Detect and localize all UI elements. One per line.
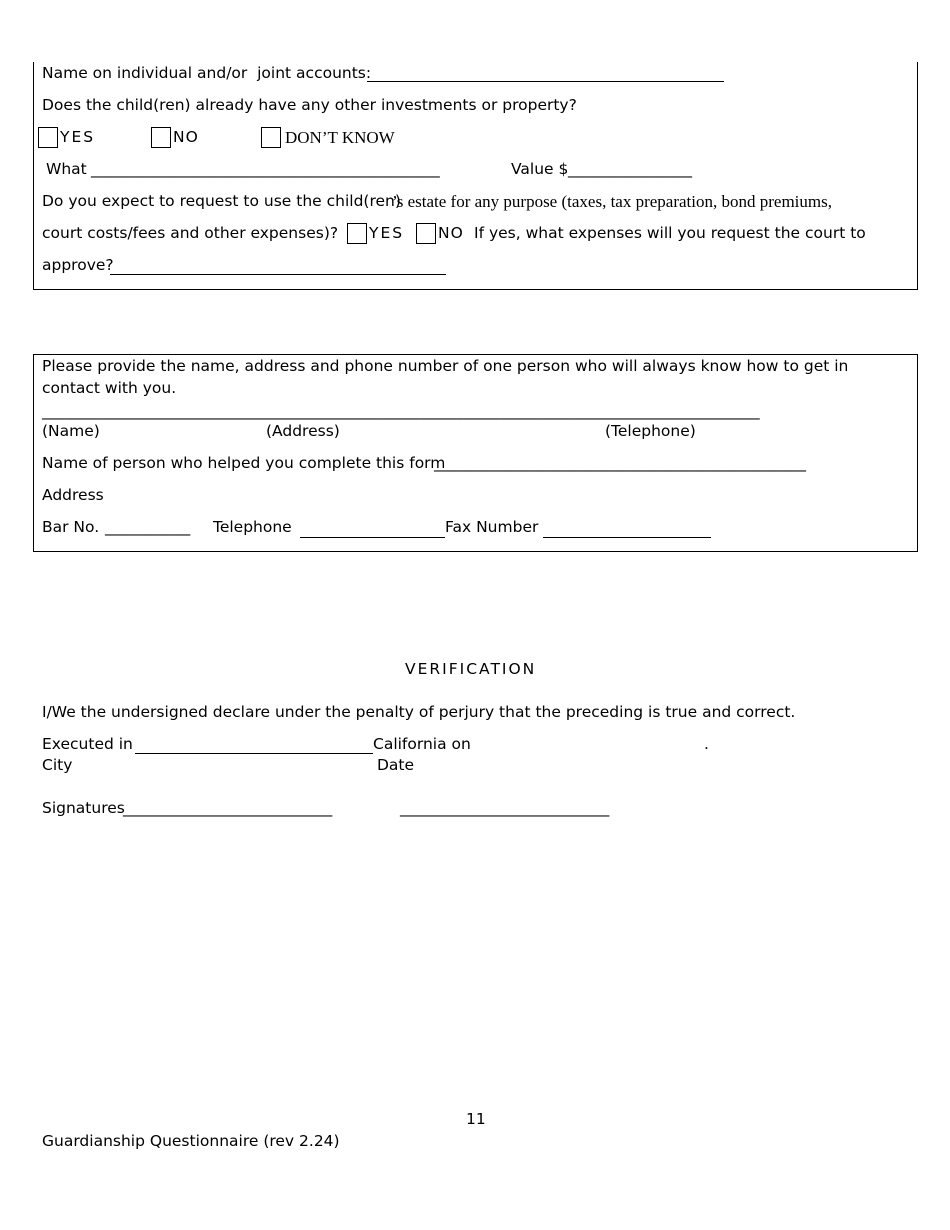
value-field[interactable]: ________________ xyxy=(568,160,692,178)
form-name: Guardianship Questionnaire (rev 2.24) xyxy=(42,1132,340,1150)
telephone-caption: (Telephone) xyxy=(605,422,696,440)
investments-yes-checkbox[interactable] xyxy=(38,127,58,148)
fax-number-label: Fax Number xyxy=(445,518,539,536)
contact-instruction-line2: contact with you. xyxy=(42,379,177,397)
name-caption: (Name) xyxy=(42,422,100,440)
city-caption: City xyxy=(42,756,73,774)
helper-label: Name of person who helped you complete this form xyxy=(42,454,446,472)
what-label: What xyxy=(46,160,87,178)
investments-no-checkbox[interactable] xyxy=(151,127,171,148)
california-on-label: California on xyxy=(373,735,471,753)
signature-field-1[interactable]: ___________________________ xyxy=(123,799,333,817)
contact-field[interactable]: _________________________________________________________________________________________________ xyxy=(42,403,760,420)
investments-yes-label: YES xyxy=(60,128,96,146)
helper-telephone-label: Telephone xyxy=(213,518,292,536)
address-caption: (Address) xyxy=(266,422,340,440)
verification-heading: VERIFICATION xyxy=(405,660,537,678)
fax-number-field[interactable] xyxy=(543,537,711,538)
helper-field[interactable]: ________________________________________________ xyxy=(434,454,806,472)
bar-number-field[interactable]: ___________ xyxy=(105,518,191,536)
date-caption: Date xyxy=(377,756,415,774)
estate-no-checkbox[interactable] xyxy=(416,223,436,244)
approve-field[interactable] xyxy=(110,274,446,275)
contact-instruction-line1: Please provide the name, address and phone number of one person who will always know how to get in xyxy=(42,357,849,375)
joint-accounts-field[interactable] xyxy=(367,81,724,82)
estate-question-line2: court costs/fees and other expenses)? xyxy=(42,224,339,242)
estate-no-label: NO xyxy=(438,224,464,242)
page-number: 11 xyxy=(466,1110,486,1128)
city-field[interactable] xyxy=(135,753,373,754)
estate-yes-checkbox[interactable] xyxy=(347,223,367,244)
joint-accounts-label: Name on individual and/or joint accounts: xyxy=(42,64,372,82)
what-field[interactable]: _____________________________________________ xyxy=(91,160,440,178)
executed-in-label: Executed in xyxy=(42,735,133,753)
investments-no-label: NO xyxy=(173,128,199,146)
signature-field-2[interactable]: ___________________________ xyxy=(400,799,610,817)
helper-telephone-field[interactable] xyxy=(300,537,445,538)
investments-dont-know-checkbox[interactable] xyxy=(261,127,281,148)
value-label: Value $ xyxy=(511,160,569,178)
investments-dont-know-label: DON’T KNOW xyxy=(285,128,395,147)
declaration-text: I/We the undersigned declare under the penalty of perjury that the preceding is true and correct. xyxy=(42,703,796,721)
helper-address-label: Address xyxy=(42,486,104,504)
estate-question-part2: ’s estate for any purpose (taxes, tax preparation, bond premiums, xyxy=(392,192,832,211)
bar-number-label: Bar No. xyxy=(42,518,100,536)
date-period: . xyxy=(704,735,709,753)
expenses-question: If yes, what expenses will you request the court to xyxy=(474,224,866,242)
estate-yes-label: YES xyxy=(369,224,405,242)
approve-label: approve? xyxy=(42,256,114,274)
estate-question-part1: Do you expect to request to use the child(ren) xyxy=(42,192,401,210)
signatures-label: Signatures xyxy=(42,799,125,817)
other-investments-question: Does the child(ren) already have any other investments or property? xyxy=(42,96,577,114)
